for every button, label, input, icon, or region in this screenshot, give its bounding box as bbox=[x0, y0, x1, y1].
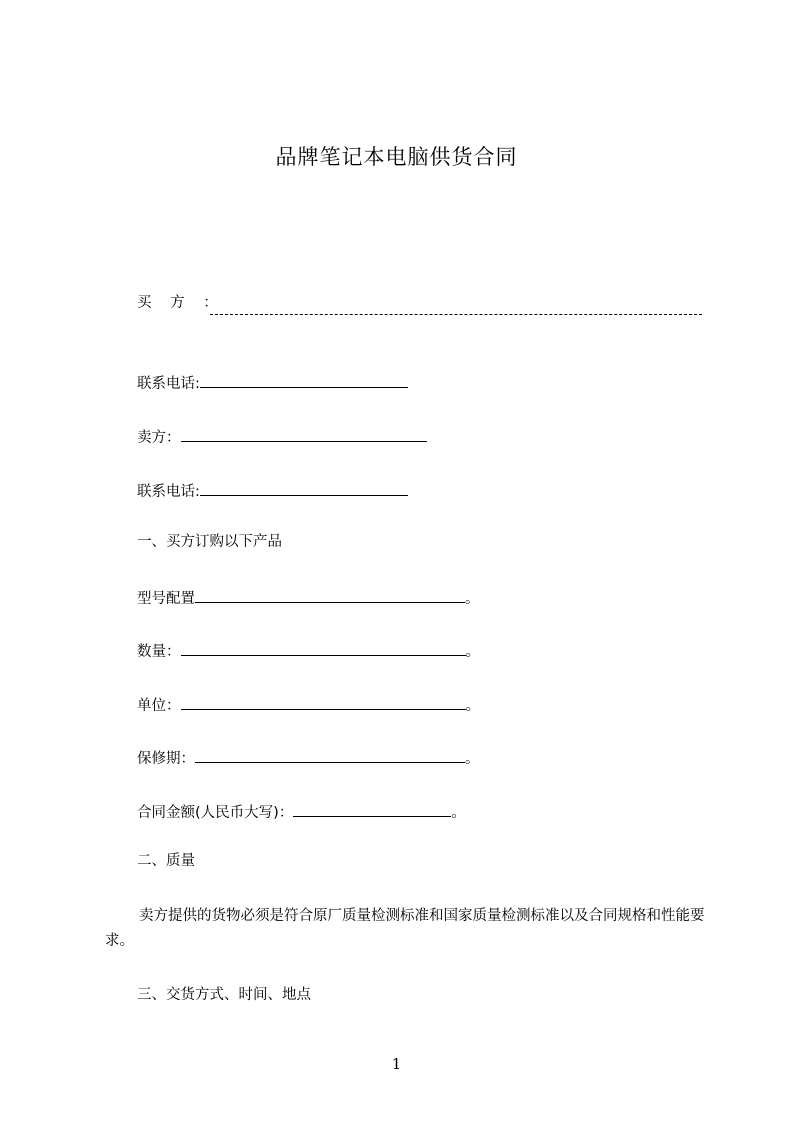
document-title: 品牌笔记本电脑供货合同 bbox=[275, 145, 518, 169]
model-period: 。 bbox=[465, 591, 480, 607]
unit-label: 单位： bbox=[137, 698, 181, 714]
quantity-period: 。 bbox=[465, 644, 480, 660]
model-row bbox=[137, 586, 480, 606]
unit-row bbox=[137, 693, 480, 713]
buyer-label: 买 方 ： bbox=[137, 295, 225, 311]
warranty-row bbox=[137, 746, 480, 766]
seller-phone-label: 联系电话: bbox=[137, 484, 200, 500]
quantity-blank bbox=[181, 639, 466, 656]
model-blank bbox=[195, 586, 465, 603]
model-label: 型号配置 bbox=[137, 591, 195, 607]
page-number: 1 bbox=[391, 1055, 402, 1073]
seller-label: 卖方： bbox=[137, 430, 181, 446]
warranty-period: 。 bbox=[465, 751, 480, 767]
buyer-phone-blank bbox=[200, 371, 408, 388]
warranty-blank bbox=[195, 746, 465, 763]
quality-paragraph: 卖方提供的货物必须是符合原厂质量检测标准和国家质量检测标准以及合同规格和性能要求。 bbox=[105, 908, 705, 949]
quantity-row bbox=[137, 639, 480, 659]
seller-row bbox=[137, 425, 427, 445]
buyer-phone-label: 联系电话: bbox=[137, 376, 200, 392]
amount-row bbox=[137, 800, 466, 820]
amount-blank bbox=[293, 800, 451, 817]
seller-phone-row bbox=[137, 479, 408, 499]
seller-phone-blank bbox=[200, 479, 408, 496]
warranty-label: 保修期： bbox=[137, 751, 195, 767]
section2-heading: 二、质量 bbox=[137, 853, 195, 869]
buyer-phone-row bbox=[137, 371, 408, 391]
section1-heading: 一、买方订购以下产品 bbox=[137, 534, 282, 550]
amount-period: 。 bbox=[451, 805, 466, 821]
seller-blank bbox=[181, 425, 427, 442]
unit-period: 。 bbox=[465, 698, 480, 714]
amount-label: 合同金额(人民币大写)： bbox=[137, 805, 294, 821]
quantity-label: 数量： bbox=[137, 644, 181, 660]
section3-heading: 三、交货方式、时间、地点 bbox=[137, 987, 311, 1003]
buyer-blank-line bbox=[210, 294, 702, 315]
unit-blank bbox=[181, 693, 466, 710]
